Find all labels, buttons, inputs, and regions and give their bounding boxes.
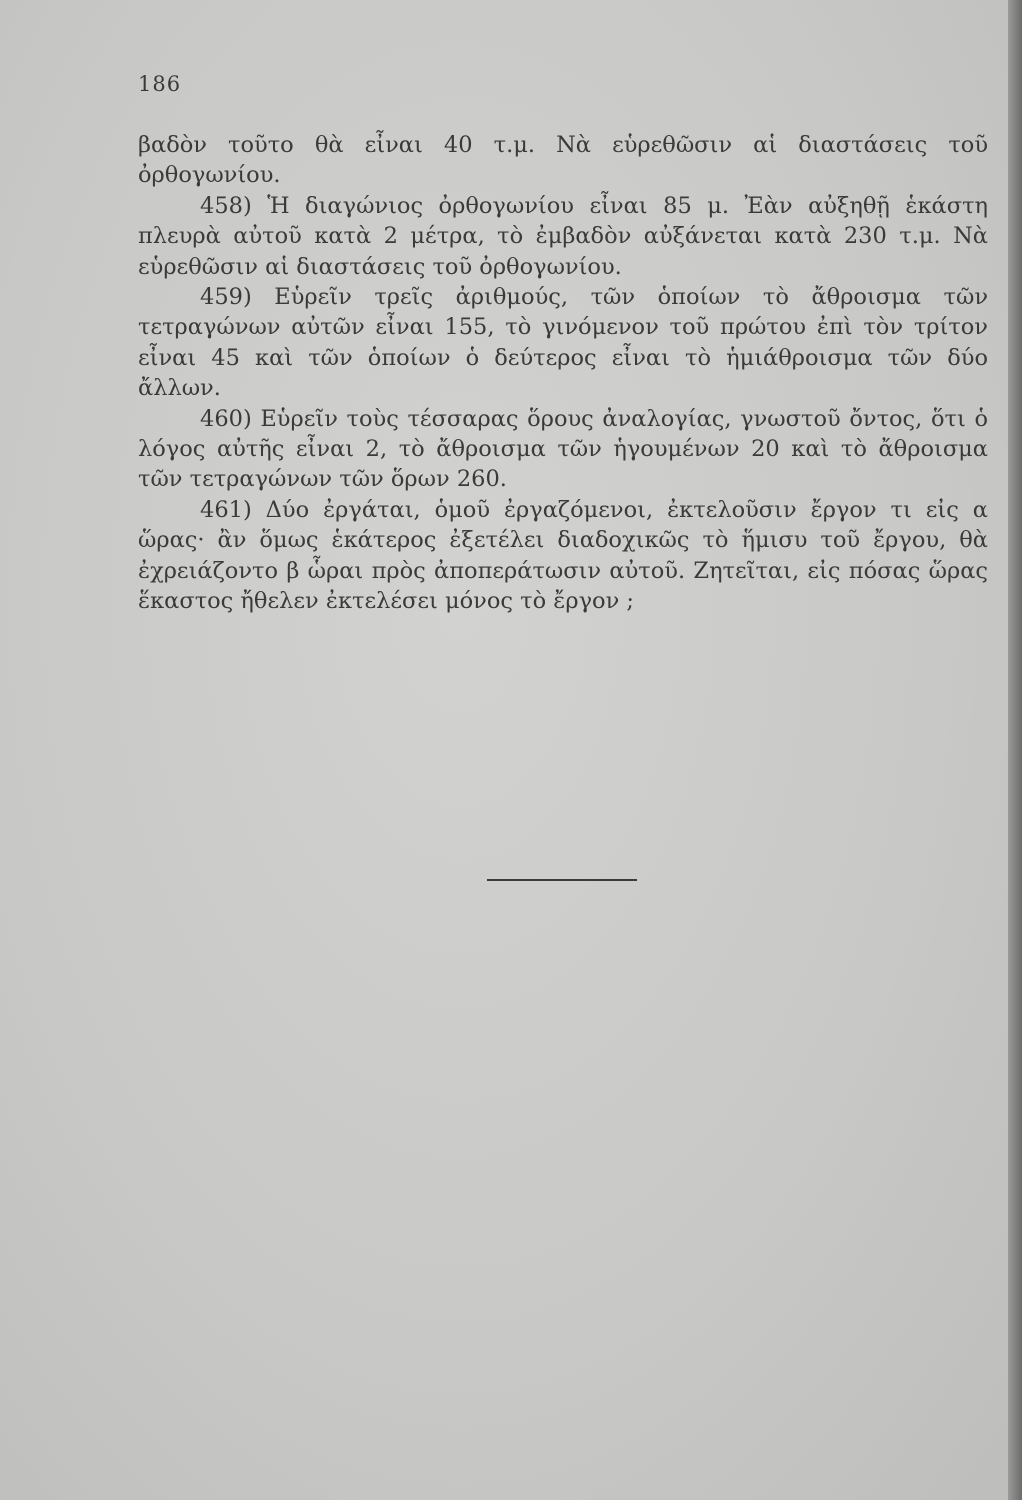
page-number: 186 (138, 72, 182, 96)
problem-460: 460) Εὑρεῖν τοὺς τέσσαρας ὅρους ἀναλογίας, γνωστοῦ ὄντος, ὅτι ὁ λόγος αὐτῆς εἶναι 2, τὸ ἄθροισμα τῶν ἡγουμένων 20 καὶ τὸ ἄθροισμα τῶν τετραγώνων τῶν ὅρων 260. (138, 405, 988, 493)
problem-461: 461) Δύο ἐργάται, ὁμοῦ ἐργαζόμενοι, ἐκτελοῦσιν ἔργον τι εἰς α ὥρας· ἂν ὅμως ἑκάτερος ἐξετέλει διαδοχικῶς τὸ ἥμισυ τοῦ ἔργου, θὰ ἐχρειάζοντο β ὧραι πρὸς ἀποπεράτωσιν αὐτοῦ. Ζητεῖται, εἰς πόσας ὥρας ἕκαστος ἤθελεν ἐκτελέσει μόνος τὸ ἔργον ; (138, 496, 988, 615)
section-divider-rule (487, 879, 637, 881)
problem-458: 458) Ἡ διαγώνιος ὀρθογωνίου εἶναι 85 μ. Ἐὰν αὐξηθῇ ἑκάστη πλευρὰ αὐτοῦ κατὰ 2 μέτρα, τὸ ἐμβαδὸν αὐξάνεται κατὰ 230 τ.μ. Νὰ εὑρεθῶσιν αἱ διαστάσεις τοῦ ὀρθογωνίου. (138, 192, 988, 280)
body-text (138, 130, 988, 617)
page-edge-shadow (1008, 0, 1022, 1500)
paragraph-continuation: βαδὸν τοῦτο θὰ εἶναι 40 τ.μ. Νὰ εὑρεθῶσιν αἱ διαστάσεις τοῦ ὀρθογωνίου. (138, 132, 988, 189)
problem-459: 459) Εὑρεῖν τρεῖς ἀριθμούς, τῶν ὁποίων τὸ ἄθροισμα τῶν τετραγώνων αὐτῶν εἶναι 155, τὸ γινόμενον τοῦ πρώτου ἐπὶ τὸν τρίτον εἶναι 45 καὶ τῶν ὁποίων ὁ δεύτερος εἶναι τὸ ἡμιάθροισμα τῶν δύο ἄλλων. (138, 284, 988, 402)
